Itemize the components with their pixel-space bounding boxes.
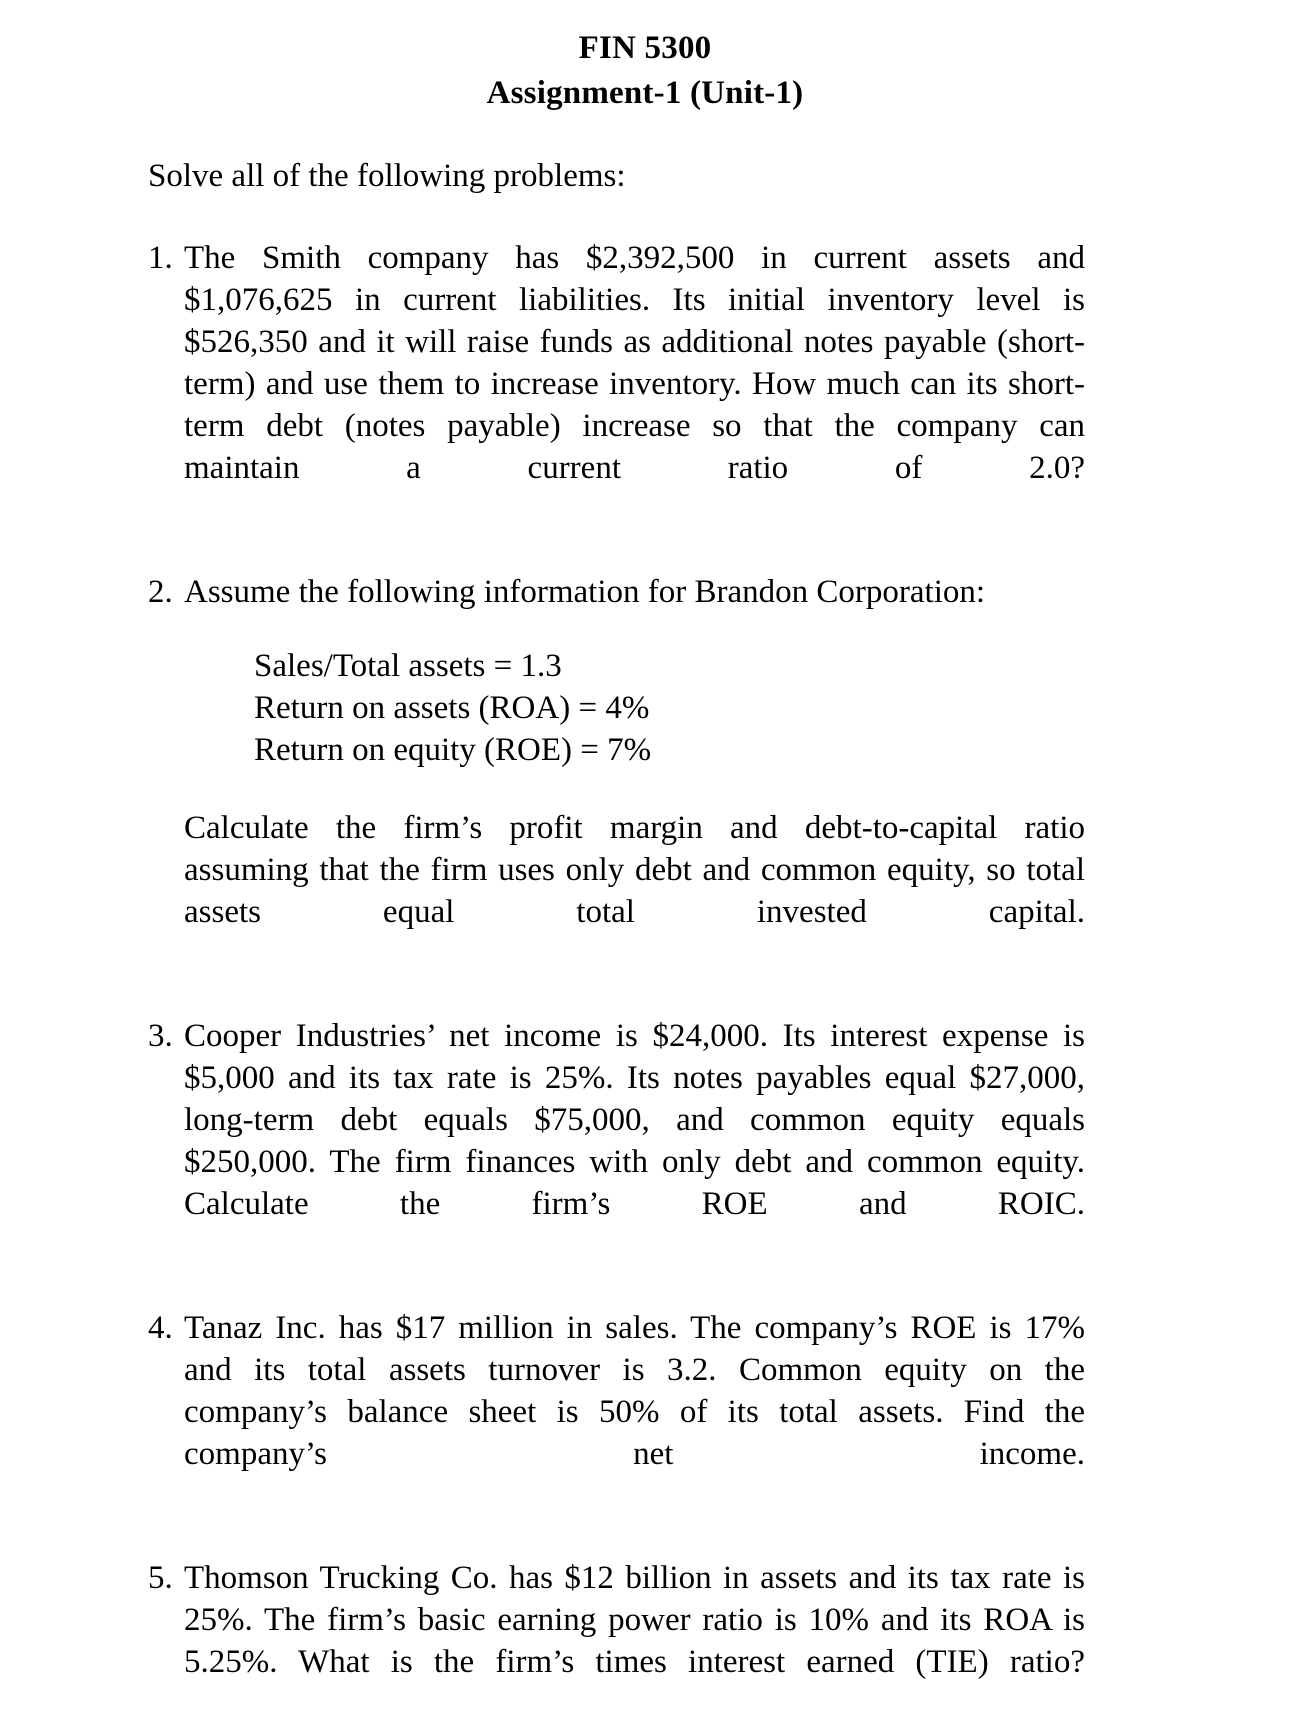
problem-text-4: Tanaz Inc. has $17 million in sales. The company’s ROE is 17% and its total assets turnover is 3.2. Common equity on the company’s balance sheet is 50% of its total assets. Find the company’s net income. — [184, 1310, 1085, 1472]
page-title-line-2: Assignment-1 (Unit-1) — [486, 75, 804, 111]
problem-item-4 — [148, 1307, 1085, 1517]
problem-text-5: Thomson Trucking Co. has $12 billion in assets and its tax rate is 25%. The firm’s basic earning power ratio is 10% and its ROA is 5.25%. What is the firm’s times interest earned (TIE) ratio? — [184, 1560, 1085, 1680]
problem-marker-1: 1. — [148, 240, 173, 276]
given-value-roa: Return on assets (ROA) = 4% — [254, 690, 650, 726]
problem-marker-3: 3. — [148, 1018, 173, 1054]
given-value-sales-total-assets: Sales/Total assets = 1.3 — [254, 648, 562, 684]
problem-item-5 — [148, 1557, 1085, 1725]
problem-item-2 — [148, 571, 1085, 975]
instructions-line: Solve all of the following problems: — [148, 158, 626, 194]
document-body — [148, 116, 1085, 1725]
page-title-line-1: FIN 5300 — [578, 30, 712, 66]
problem-item-3 — [148, 1015, 1085, 1267]
problem-2-given-values — [184, 645, 1085, 771]
problem-item-1 — [148, 237, 1085, 531]
problem-text-2-followup: Calculate the firm’s profit margin and debt-to-capital ratio assuming that the firm uses only debt and common equity, so total assets equal total invested capital. — [184, 810, 1085, 930]
problem-marker-4: 4. — [148, 1310, 173, 1346]
problem-marker-2: 2. — [148, 574, 173, 610]
problem-marker-5: 5. — [148, 1560, 173, 1596]
problem-text-3: Cooper Industries’ net income is $24,000. Its interest expense is $5,000 and its tax rate is 25%. Its notes payables equal $27,000, long-term debt equals $75,000, and common equity equals $250,000. The firm finances with only debt and common equity. Calculate the firm’s ROE and ROIC. — [184, 1018, 1085, 1222]
problem-text-2-lead: Assume the following information for Brandon Corporation: — [184, 574, 986, 610]
problem-text-1: The Smith company has $2,392,500 in current assets and $1,076,625 in current liabilities. Its initial inventory level is $526,350 and it will raise funds as additional notes payable (short-term) and use them to increase inventory. How much can its short-term debt (notes payable) increase so that the company can maintain a current ratio of 2.0? — [184, 240, 1085, 486]
document-title-block — [0, 0, 1290, 116]
given-value-roe: Return on equity (ROE) = 7% — [254, 732, 652, 768]
